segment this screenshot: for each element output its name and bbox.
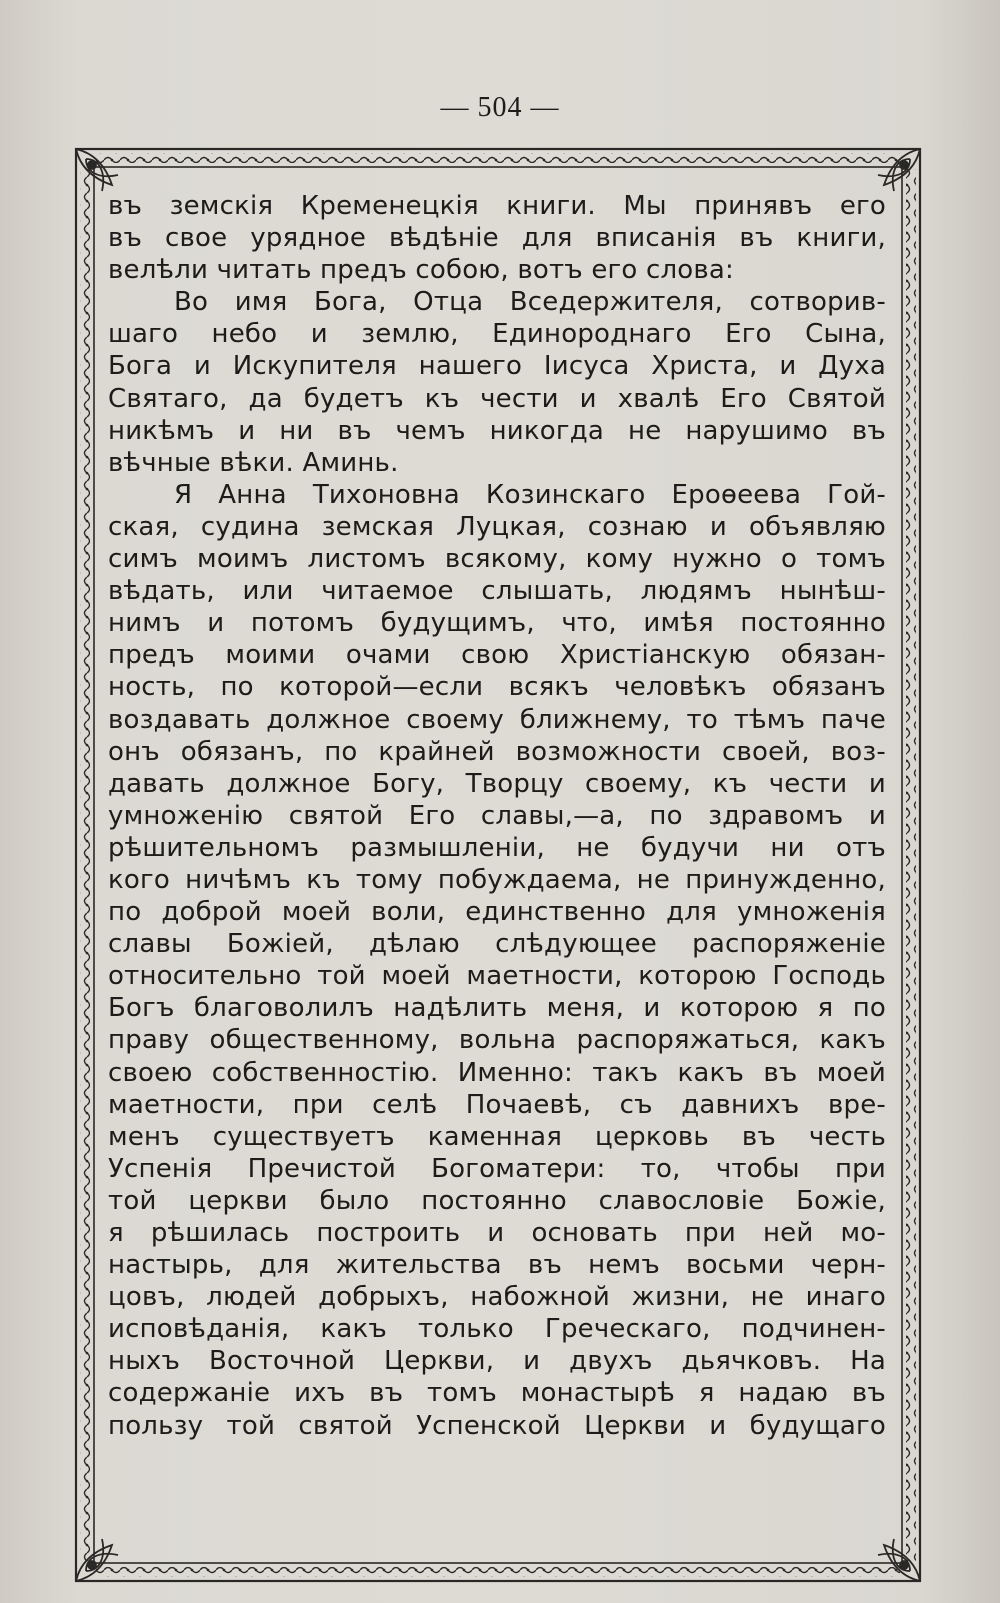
text-line: настырь, для жительства въ немъ восьми черн- — [108, 1250, 886, 1281]
bottom-chain — [96, 1567, 900, 1577]
text-line: своею собственностію. Именно: такъ какъ въ моей — [108, 1057, 886, 1088]
text-line: умноженію святой Его славы,—а, по здравомъ и — [108, 800, 886, 831]
text-line: я рѣшилась построить и основать при ней мо- — [108, 1218, 886, 1248]
text-line: праву общественному, вольна распоряжаться, какъ — [108, 1025, 886, 1056]
text-line: симъ моимъ листомъ всякому, кому нужно о томъ — [108, 544, 886, 575]
text-line: предъ моими очами свою Христіанскую обязан- — [108, 640, 886, 671]
text-line: Святаго, да будетъ къ чести и хвалѣ Его Святой — [108, 383, 886, 414]
text-line: онъ обязанъ, по крайней возможности своей, воз- — [108, 736, 886, 767]
text-line: воздавать должное своему ближнему, то тѣмъ паче — [108, 704, 886, 735]
left-chain — [80, 169, 90, 1561]
body-text — [108, 190, 886, 1442]
text-line: рѣшительномъ размышленіи, не будучи ни отъ — [108, 832, 886, 863]
text-line: маетности, при селѣ Почаевѣ, съ давнихъ вре- — [108, 1089, 886, 1120]
text-line: шаго небо и землю, Единороднаго Его Сына, — [108, 319, 886, 350]
text-line: Бога и Искупителя нашего Іисуса Христа, и Духа — [108, 351, 886, 382]
text-line: славы Божіей, дѣлаю слѣдующее распоряженіе — [108, 929, 886, 960]
text-line: нимъ и потомъ будущимъ, что, имѣя постоянно — [108, 608, 886, 639]
text-line: ская, судина земская Луцкая, сознаю и объявляю — [108, 511, 886, 542]
text-line: цовъ, людей добрыхъ, набожной жизни, не инаго — [108, 1282, 886, 1313]
text-line: кого ничѣмъ къ тому побуждаема, не принужденно, — [108, 864, 886, 895]
text-line: той церкви было постоянно славословіе Божіе, — [108, 1185, 886, 1216]
text-line: исповѣданія, какъ только Греческаго, подчинен- — [108, 1314, 886, 1345]
text-line: вѣдать, или читаемое слышать, людямъ нынѣш- — [108, 576, 886, 607]
right-chain — [906, 169, 916, 1561]
text-line: Успенія Пречистой Богоматери: то, чтобы при — [108, 1153, 886, 1184]
text-line: велѣли читать предъ собою, вотъ его слова: — [108, 255, 735, 286]
text-line: Богъ благоволилъ надѣлить меня, и которою я по — [108, 993, 886, 1024]
text-line: по доброй моей воли, единственно для умноженія — [108, 897, 886, 928]
text-line: вѣчные вѣки. Аминь. — [108, 447, 399, 478]
text-line: относительно той моей маетности, которою Господь — [108, 961, 886, 992]
text-line: Во имя Бога, Отца Вседержителя, сотворив- — [174, 287, 886, 318]
text-line: пользу той святой Успенской Церкви и будущаго — [108, 1410, 886, 1441]
text-line: въ свое урядное вѣдѣніе для вписанія въ книги, — [108, 223, 886, 254]
text-line: ныхъ Восточной Церкви, и двухъ дьячковъ. На — [108, 1346, 886, 1377]
top-chain — [96, 153, 900, 163]
text-line: менъ существуетъ каменная церковь въ честь — [108, 1121, 886, 1152]
text-line: никѣмъ и ни въ чемъ никогда не нарушимо въ — [108, 415, 886, 446]
text-line: въ земскія Кременецкія книги. Мы принявъ его — [108, 191, 886, 221]
text-line: Я Анна Тихоновна Козинскаго Ероѳеева Гой- — [174, 479, 886, 510]
page-number: — 504 — — [440, 92, 560, 123]
text-line: содержаніе ихъ въ томъ монастырѣ я надаю въ — [108, 1378, 886, 1409]
text-line: ность, по которой—если всякъ человѣкъ обязанъ — [108, 672, 886, 703]
text-line: давать должное Богу, Творцу своему, къ чести и — [108, 768, 886, 799]
